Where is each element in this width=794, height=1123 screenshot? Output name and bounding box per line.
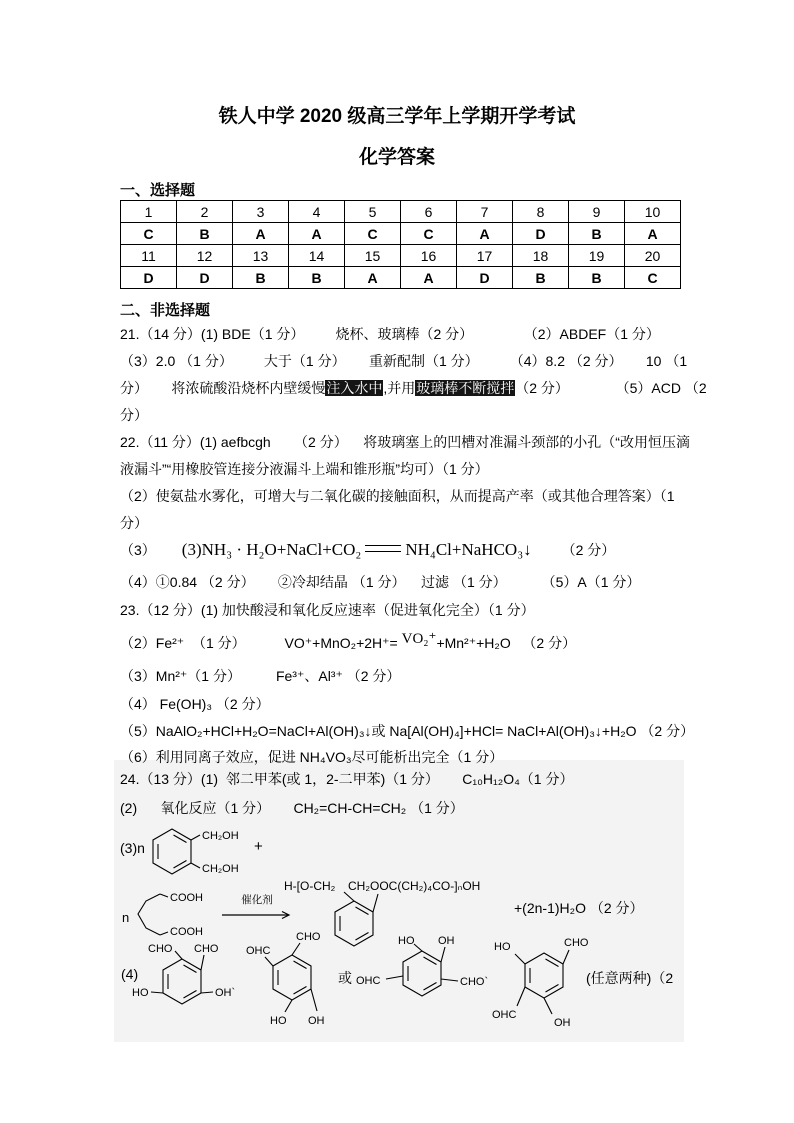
cell: B <box>289 267 345 289</box>
product-right-label: CH₂OOC(CH₂)₄CO-]ₙOH <box>348 879 481 893</box>
double-bond-line <box>365 545 401 552</box>
cell: 10 <box>625 201 681 223</box>
cell: D <box>177 267 233 289</box>
product-left-label: H-[O-CH₂ <box>284 879 336 893</box>
q24-part3-label: (3)n <box>120 840 145 856</box>
equation-right: NH₄Cl+NaHCO₃↓ <box>405 540 532 559</box>
q22-line-6: （4）①0.84 （2 分） ②冷却结晶 （1 分） 过滤 （1 分） （5）A（1 分） <box>120 574 641 590</box>
cell: B <box>513 267 569 289</box>
table-row-answers <box>121 223 681 245</box>
cell: A <box>457 223 513 245</box>
q22-eq-score: （2 分） <box>561 542 616 558</box>
arrow-icon <box>220 910 294 920</box>
reaction-arrow <box>220 892 294 925</box>
q22-eq-number: （3） <box>120 542 156 558</box>
q22-line-1: 22.（11 分）(1) aefbcgh （2 分） 将玻璃塞上的凹槽对准漏斗颈部的小孔（“改用恒压滴 <box>120 434 690 450</box>
section-free-heading: 二、非选择题 <box>120 302 211 319</box>
benzene-ring <box>273 955 311 1000</box>
section-choice-heading: 一、选择题 <box>120 182 196 199</box>
q22-line-3: （2）使氨盐水雾化，可增大与二氧化碳的接触面积，从而提高产率（或其他合理答案）（1 <box>120 488 675 504</box>
chemical-equation <box>182 540 532 559</box>
structure-diacid <box>120 884 224 948</box>
substituent-label: OH <box>438 935 455 947</box>
structure-benzenedimethanol <box>150 824 262 882</box>
substituent-label: CHO` <box>460 976 489 988</box>
cell: 16 <box>401 245 457 267</box>
substituent-label: HO <box>270 1015 287 1027</box>
substituent-label: COOH <box>170 926 203 938</box>
catalyst-label: 催化剂 <box>241 894 273 906</box>
substituent-label: OH` <box>215 987 236 999</box>
substituent-label: OHC <box>492 1009 517 1021</box>
cell: A <box>289 223 345 245</box>
benzene-ring <box>163 959 201 1004</box>
cell: D <box>121 267 177 289</box>
q21-line-3-text-b: ,并用 <box>383 380 416 396</box>
cell: 9 <box>569 201 625 223</box>
q21-line-3 <box>120 378 707 398</box>
cell: A <box>233 223 289 245</box>
q23-line-2 <box>120 633 576 654</box>
page-title: 铁人中学 2020 级高三学年上学期开学考试 <box>218 106 576 127</box>
substituent-label: OHC <box>246 945 271 957</box>
q21-line-1: 21.（14 分）(1) BDE（1 分） 烧杯、玻璃棒（2 分） （2）ABDEF（1 分） <box>120 326 660 342</box>
benzene-ring <box>153 829 191 874</box>
cell: A <box>345 267 401 289</box>
cell: 12 <box>177 245 233 267</box>
cell: D <box>457 267 513 289</box>
q24-part4-label: (4) <box>121 966 139 982</box>
plus-sign: + <box>254 838 263 855</box>
substituent-label: HO <box>494 941 511 953</box>
cell: 6 <box>401 201 457 223</box>
equation-left: (3)NH₃ · H₂O+NaCl+CO₂ <box>181 540 362 559</box>
q21-line-3-text-a: 分） 将浓硫酸沿烧杯内壁缓慢 <box>120 380 326 396</box>
substituent-label: COOH <box>170 892 203 904</box>
q24-line-1: 24.（13 分）(1) 邻二甲苯(或 1，2-二甲苯)（1 分） C₁₀H₁₂O₄（1 分） <box>120 771 574 787</box>
substituent-label: HO <box>132 987 149 999</box>
structure-isomer-3 <box>356 934 502 1026</box>
cell: 2 <box>177 201 233 223</box>
q23-line-5: （5）NaAlO₂+HCl+H₂O=NaCl+Al(OH)₃↓或 Na[Al(OH)₄]+HCl= NaCl+Al(OH)₃↓+H₂O （2 分） <box>120 723 695 739</box>
q23-line-2-text-a: （2）Fe²⁺ （1 分） VO⁺+MnO₂+2H⁺= <box>120 635 402 651</box>
table-row-numbers <box>121 245 681 267</box>
cell: 1 <box>121 201 177 223</box>
structure-isomer-1 <box>132 942 246 1024</box>
cell: 19 <box>569 245 625 267</box>
cell: 15 <box>345 245 401 267</box>
repeat-n-label: n <box>122 910 130 925</box>
benzene-ring <box>403 951 441 996</box>
cell: 13 <box>233 245 289 267</box>
cell: A <box>625 223 681 245</box>
page-subtitle: 化学答案 <box>358 147 435 168</box>
q21-line-4: 分） <box>120 407 148 423</box>
q21-line-3-text-c: （2 分） （5）ACD （2 <box>515 380 707 396</box>
q22-equation-line <box>120 540 615 560</box>
q23-line-4: （4） Fe(OH)₃ （2 分） <box>120 696 270 712</box>
water-byproduct: +(2n-1)H₂O （2 分） <box>514 900 644 916</box>
table-row-numbers <box>121 201 681 223</box>
cell: 4 <box>289 201 345 223</box>
substituent-label: OHC <box>356 975 381 987</box>
note-any-two: (任意两种)（2 <box>586 970 674 986</box>
substituent-label: OH <box>308 1015 325 1027</box>
q22-line-2: 液漏斗”“用橡胶管连接分液漏斗上端和锥形瓶”均可）（1 分） <box>120 461 489 477</box>
cell: B <box>233 267 289 289</box>
q24-line-2: (2) 氧化反应（1 分） CH₂=CH-CH=CH₂ （1 分） <box>120 800 464 816</box>
cell: 8 <box>513 201 569 223</box>
cell: 20 <box>625 245 681 267</box>
substituent-label: CHO <box>296 931 321 943</box>
cell: B <box>569 223 625 245</box>
cell: C <box>345 223 401 245</box>
benzene-ring <box>525 953 563 998</box>
cell: C <box>625 267 681 289</box>
answer-table <box>120 200 681 289</box>
q21-highlight-1: 注入水中 <box>326 380 383 396</box>
cell: C <box>401 223 457 245</box>
q23-line-3: （3）Mn²⁺（1 分） Fe³⁺、Al³⁺ （2 分） <box>120 668 401 684</box>
substituent-label: CHO <box>564 937 589 949</box>
cell: D <box>513 223 569 245</box>
structure-isomer-2 <box>246 928 350 1034</box>
substituent-label: OH <box>554 1017 571 1029</box>
q22-line-4: 分） <box>120 515 148 531</box>
q23-line-1: 23.（12 分）(1) 加快酸浸和氧化反应速率（促进氧化完全）（1 分） <box>120 602 535 618</box>
cell: A <box>401 267 457 289</box>
cell: 7 <box>457 201 513 223</box>
substituent-label: HO <box>398 935 415 947</box>
cell: B <box>569 267 625 289</box>
cell: 5 <box>345 201 401 223</box>
cell: 17 <box>457 245 513 267</box>
cell: 14 <box>289 245 345 267</box>
substituent-label: CH₂OH <box>202 863 239 875</box>
cell: 11 <box>121 245 177 267</box>
q23-line-2-text-b: +Mn²⁺+H₂O （2 分） <box>436 635 577 651</box>
q21-highlight-2: 玻璃棒不断搅拌 <box>416 380 515 396</box>
or-text: 或 <box>338 970 352 986</box>
table-row-answers <box>121 267 681 289</box>
cell: B <box>177 223 233 245</box>
cell: 3 <box>233 201 289 223</box>
cell: C <box>121 223 177 245</box>
vo2-ion: VO₂⁺ <box>401 631 437 647</box>
q21-line-2: （3）2.0 （1 分） 大于（1 分） 重新配制（1 分） （4）8.2 （2 分） 10 （1 <box>120 353 688 369</box>
substituent-label: CHO <box>194 943 219 955</box>
substituent-label: CHO <box>148 943 173 955</box>
q23-line-6: （6）利用同离子效应，促进 NH₄VO₃尽可能析出完全（1 分） <box>120 749 504 765</box>
substituent-label: CH₂OH <box>202 830 239 842</box>
cell: 18 <box>513 245 569 267</box>
carbon-chain <box>138 894 160 935</box>
